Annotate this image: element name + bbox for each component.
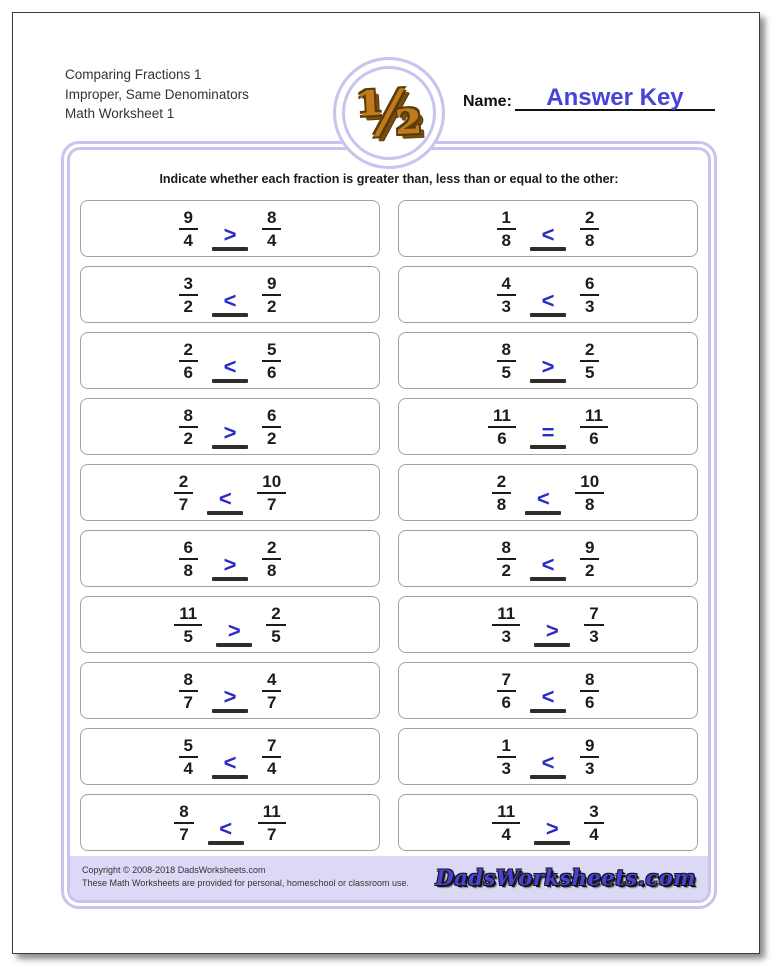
fraction-right-bar [262, 294, 281, 296]
fraction-right-bar [580, 558, 599, 560]
fraction-right [580, 340, 599, 382]
fraction-left-bar [497, 558, 516, 560]
fraction-right-denominator: 4 [589, 824, 599, 844]
problem-item [398, 398, 698, 455]
fraction-left [492, 802, 520, 844]
fraction-right [262, 406, 281, 448]
fraction-right-denominator: 4 [267, 230, 277, 250]
comparison-symbol: > [223, 684, 237, 710]
problem-item [80, 200, 380, 257]
fraction-left-bar [497, 360, 516, 362]
comparison-symbol: > [541, 354, 555, 380]
fraction-right-bar [584, 822, 603, 824]
problem-item [398, 266, 698, 323]
fraction-right-bar [262, 426, 281, 428]
fraction-left-numerator: 11 [493, 405, 511, 425]
fraction-right-bar [580, 426, 608, 428]
problem-item [80, 728, 380, 785]
answer-blank-line [212, 775, 248, 779]
fraction-left-bar [492, 822, 520, 824]
fraction-left-denominator: 4 [183, 758, 193, 778]
problem-item [398, 530, 698, 587]
answer-blank-group [216, 618, 252, 647]
fraction-right-bar [580, 690, 599, 692]
fraction-left [497, 340, 516, 382]
fraction-left-numerator: 2 [183, 339, 193, 359]
fraction-left-denominator: 4 [501, 824, 511, 844]
problem-item [80, 332, 380, 389]
fraction-left-numerator: 2 [496, 471, 507, 491]
fraction-left-bar [179, 558, 198, 560]
fraction-right [262, 208, 281, 250]
problem-item [80, 266, 380, 323]
fraction-left-denominator: 3 [501, 626, 511, 646]
answer-blank-line [208, 841, 244, 845]
fraction-right-bar [584, 624, 603, 626]
fraction-right-numerator: 6 [585, 273, 595, 293]
fraction-left-bar [179, 360, 198, 362]
fraction-right-numerator: 2 [267, 537, 277, 557]
worksheet-title-line-3: Math Worksheet 1 [65, 106, 175, 121]
answer-blank-group [212, 684, 248, 713]
fraction-right-numerator: 8 [585, 669, 595, 689]
answer-blank-group [212, 750, 248, 779]
answer-blank-line [212, 709, 248, 713]
fraction-right-numerator: 9 [585, 735, 595, 755]
footer-band [70, 856, 708, 900]
fraction-right-bar [262, 360, 281, 362]
comparison-symbol: < [218, 486, 232, 512]
answer-blank-group [530, 420, 566, 449]
fraction-left [492, 604, 520, 646]
worksheet-inner-box [67, 147, 711, 903]
problems-grid [70, 200, 708, 851]
comparison-symbol: < [223, 288, 237, 314]
fraction-left-bar [179, 756, 198, 758]
worksheet-page [12, 12, 760, 954]
fraction-left [179, 208, 198, 250]
fraction-left-denominator: 2 [183, 428, 193, 448]
answer-blank-line [212, 247, 248, 251]
answer-blank-line [530, 379, 566, 383]
fraction-left-bar [488, 426, 516, 428]
fraction-right-numerator: 6 [267, 405, 277, 425]
answer-blank-line [212, 313, 248, 317]
copyright-line-2: These Math Worksheets are provided for personal, homeschool or classroom use. [82, 878, 409, 888]
answer-blank-group [534, 816, 570, 845]
fraction-left [174, 802, 193, 844]
comparison-symbol: < [541, 222, 555, 248]
answer-blank-group [534, 618, 570, 647]
fraction-right [262, 670, 281, 712]
fraction-left-denominator: 8 [496, 494, 507, 514]
answer-blank-line [216, 643, 252, 647]
fraction-right-numerator: 2 [585, 207, 595, 227]
fraction-left-denominator: 3 [501, 758, 511, 778]
problem-item [398, 728, 698, 785]
fraction-right [580, 736, 599, 778]
fraction-left-bar [492, 492, 511, 494]
problem-item [398, 200, 698, 257]
comparison-symbol: < [536, 486, 550, 512]
fraction-right-denominator: 3 [589, 626, 599, 646]
answer-blank-line [530, 247, 566, 251]
name-field-row [463, 81, 715, 111]
fraction-right-bar [580, 294, 599, 296]
half-fraction-logo-badge [333, 57, 445, 169]
fraction-left-denominator: 2 [183, 296, 193, 316]
fraction-left-denominator: 3 [501, 296, 511, 316]
answer-blank-line [212, 379, 248, 383]
answer-blank-line [534, 841, 570, 845]
fraction-left-numerator: 2 [178, 471, 189, 491]
fraction-right-denominator: 6 [267, 362, 277, 382]
fraction-left-bar [174, 492, 193, 494]
comparison-symbol: < [223, 354, 237, 380]
problem-item [80, 596, 380, 653]
fraction-left-bar [492, 624, 520, 626]
fraction-right [584, 604, 603, 646]
fraction-right-bar [262, 558, 281, 560]
answer-blank-line [530, 709, 566, 713]
answer-blank-group [530, 684, 566, 713]
worksheet-title-line-2: Improper, Same Denominators [65, 86, 249, 102]
fraction-left [179, 406, 198, 448]
fraction-right-denominator: 6 [589, 428, 599, 448]
answer-blank-group [212, 222, 248, 251]
fraction-right-numerator: 11 [585, 405, 603, 425]
fraction-left-denominator: 8 [183, 560, 193, 580]
fraction-left-denominator: 4 [183, 230, 193, 250]
problems-column-right [398, 200, 698, 851]
worksheet-border-box [61, 141, 717, 909]
problem-item [398, 794, 698, 851]
worksheet-title-block [65, 65, 249, 124]
fraction-right-numerator: 10 [580, 471, 600, 491]
fraction-left-denominator: 6 [501, 692, 511, 712]
fraction-left-numerator: 3 [183, 273, 193, 293]
fraction-right [262, 340, 281, 382]
answer-key-text: Answer Key [546, 84, 684, 111]
fraction-left-numerator: 8 [183, 669, 193, 689]
fraction-left-denominator: 7 [178, 494, 189, 514]
fraction-left [497, 736, 516, 778]
fraction-right-denominator: 7 [266, 494, 277, 514]
answer-blank-line [530, 577, 566, 581]
comparison-symbol: > [223, 420, 237, 446]
fraction-right-denominator: 7 [267, 692, 277, 712]
comparison-symbol: > [545, 816, 559, 842]
fraction-right [262, 736, 281, 778]
fraction-right-denominator: 4 [267, 758, 277, 778]
comparison-symbol: < [541, 750, 555, 776]
fraction-right [580, 274, 599, 316]
fraction-left-bar [179, 426, 198, 428]
fraction-left-bar [497, 756, 516, 758]
fraction-left-numerator: 8 [183, 405, 193, 425]
fraction-left-numerator: 8 [501, 537, 511, 557]
problem-item [80, 662, 380, 719]
instruction-text: Indicate whether each fraction is greater than, less than or equal to the other: [159, 172, 619, 186]
fraction-left-bar [179, 690, 198, 692]
fraction-right [262, 538, 281, 580]
name-label: Name: [463, 93, 512, 110]
fraction-right-numerator: 7 [589, 603, 599, 623]
comparison-symbol: > [223, 222, 237, 248]
comparison-symbol: < [541, 288, 555, 314]
fraction-right [262, 274, 281, 316]
fraction-right-denominator: 3 [585, 758, 595, 778]
answer-blank-line [212, 577, 248, 581]
fraction-right-numerator: 10 [262, 471, 282, 491]
answer-blank-line [207, 511, 243, 515]
dadsworksheets-logo: DadsWorksheets.com [435, 864, 696, 890]
answer-blank-line [534, 643, 570, 647]
answer-blank-group [212, 354, 248, 383]
fraction-right-bar [262, 228, 281, 230]
copyright-line-1: Copyright © 2008-2018 DadsWorksheets.com [82, 865, 266, 875]
fraction-right-numerator: 2 [585, 339, 595, 359]
answer-blank-group [212, 288, 248, 317]
fraction-left [179, 274, 198, 316]
answer-blank-line [530, 313, 566, 317]
fraction-left [179, 736, 198, 778]
answer-blank-group [530, 750, 566, 779]
fraction-right [575, 472, 604, 514]
fraction-left-denominator: 5 [183, 626, 193, 646]
fraction-right-numerator: 4 [267, 669, 277, 689]
copyright-block [82, 864, 409, 890]
fraction-right-bar [580, 756, 599, 758]
fraction-right [258, 802, 286, 844]
fraction-left [497, 274, 516, 316]
fraction-left-numerator: 11 [497, 603, 516, 623]
fraction-left-bar [179, 228, 198, 230]
fraction-left [179, 340, 198, 382]
fraction-right-denominator: 8 [584, 494, 595, 514]
fraction-right-numerator: 3 [589, 801, 599, 821]
fraction-right-numerator: 5 [267, 339, 277, 359]
fraction-left [179, 538, 198, 580]
answer-blank-group [530, 222, 566, 251]
comparison-symbol: > [545, 618, 559, 644]
fraction-left [497, 538, 516, 580]
fraction-left [492, 472, 511, 514]
answer-blank-group [530, 288, 566, 317]
fraction-left [179, 670, 198, 712]
fraction-left [497, 208, 516, 250]
fraction-left-bar [174, 822, 193, 824]
answer-blank-line [530, 445, 566, 449]
fraction-left-numerator: 5 [183, 735, 193, 755]
fraction-right-denominator: 7 [266, 824, 277, 844]
answer-blank-line [530, 775, 566, 779]
fraction-right-denominator: 3 [585, 296, 595, 316]
problem-item [398, 662, 698, 719]
fraction-right [580, 670, 599, 712]
fraction-right-bar [266, 624, 285, 626]
fraction-left-numerator: 9 [183, 207, 193, 227]
answer-blank-group [212, 420, 248, 449]
comparison-symbol: > [227, 618, 241, 644]
fraction-right-denominator: 8 [585, 230, 595, 250]
answer-blank-group [530, 552, 566, 581]
fraction-left-denominator: 8 [501, 230, 511, 250]
comparison-symbol: < [219, 816, 233, 842]
fraction-right-denominator: 2 [267, 296, 277, 316]
fraction-left-denominator: 6 [183, 362, 193, 382]
fraction-left-bar [174, 624, 202, 626]
fraction-left-numerator: 7 [501, 669, 511, 689]
fraction-right-bar [262, 756, 281, 758]
answer-blank-line [212, 445, 248, 449]
fraction-right-bar [258, 822, 286, 824]
fraction-left-numerator: 8 [501, 339, 511, 359]
problem-item [398, 332, 698, 389]
answer-blank-group [208, 816, 244, 845]
fraction-left [174, 472, 193, 514]
fraction-left-numerator: 11 [497, 801, 516, 821]
fraction-left-bar [179, 294, 198, 296]
fraction-left-denominator: 2 [501, 560, 511, 580]
answer-blank-group [212, 552, 248, 581]
fraction-left [497, 670, 516, 712]
problem-item [80, 464, 380, 521]
fraction-left-numerator: 4 [501, 273, 511, 293]
answer-blank-group [525, 486, 561, 515]
fraction-right-numerator: 11 [262, 801, 281, 821]
fraction-left-bar [497, 228, 516, 230]
problem-item [80, 794, 380, 851]
fraction-right-denominator: 2 [267, 428, 277, 448]
fraction-right-denominator: 2 [585, 560, 595, 580]
fraction-right [580, 208, 599, 250]
comparison-symbol: < [541, 552, 555, 578]
fraction-left-numerator: 6 [183, 537, 193, 557]
fraction-right-denominator: 5 [271, 626, 281, 646]
fraction-right [266, 604, 285, 646]
problems-column-left [80, 200, 380, 851]
half-fraction-icon: ½ [354, 74, 424, 152]
fraction-right-numerator: 8 [267, 207, 277, 227]
fraction-left-denominator: 7 [179, 824, 189, 844]
problem-item [398, 596, 698, 653]
fraction-right-bar [257, 492, 286, 494]
fraction-right [584, 802, 603, 844]
fraction-left [174, 604, 202, 646]
worksheet-title-line-1: Comparing Fractions 1 [65, 67, 202, 82]
fraction-left-denominator: 7 [183, 692, 193, 712]
problem-item [80, 530, 380, 587]
fraction-right-numerator: 9 [585, 537, 595, 557]
fraction-left-bar [497, 690, 516, 692]
fraction-right-bar [575, 492, 604, 494]
fraction-left-denominator: 5 [501, 362, 511, 382]
fraction-right [257, 472, 286, 514]
fraction-right-bar [262, 690, 281, 692]
fraction-left-numerator: 1 [501, 207, 511, 227]
answer-blank-line [525, 511, 561, 515]
fraction-right [580, 406, 608, 448]
comparison-symbol: > [223, 552, 237, 578]
fraction-right-denominator: 6 [585, 692, 595, 712]
fraction-right-bar [580, 360, 599, 362]
fraction-right-bar [580, 228, 599, 230]
comparison-symbol: < [541, 684, 555, 710]
fraction-right-numerator: 9 [267, 273, 277, 293]
answer-blank-group [530, 354, 566, 383]
fraction-left [488, 406, 516, 448]
fraction-right-denominator: 5 [585, 362, 595, 382]
problem-item [80, 398, 380, 455]
fraction-left-numerator: 8 [179, 801, 189, 821]
fraction-right-numerator: 2 [271, 603, 281, 623]
fraction-right-denominator: 8 [267, 560, 277, 580]
fraction-left-numerator: 1 [501, 735, 511, 755]
comparison-symbol: < [223, 750, 237, 776]
name-blank-line [515, 81, 715, 111]
fraction-left-numerator: 11 [179, 603, 198, 623]
problem-item [398, 464, 698, 521]
fraction-right [580, 538, 599, 580]
comparison-symbol: = [541, 420, 555, 446]
fraction-left-bar [497, 294, 516, 296]
fraction-right-numerator: 7 [267, 735, 277, 755]
answer-blank-group [207, 486, 243, 515]
fraction-left-denominator: 6 [497, 428, 507, 448]
